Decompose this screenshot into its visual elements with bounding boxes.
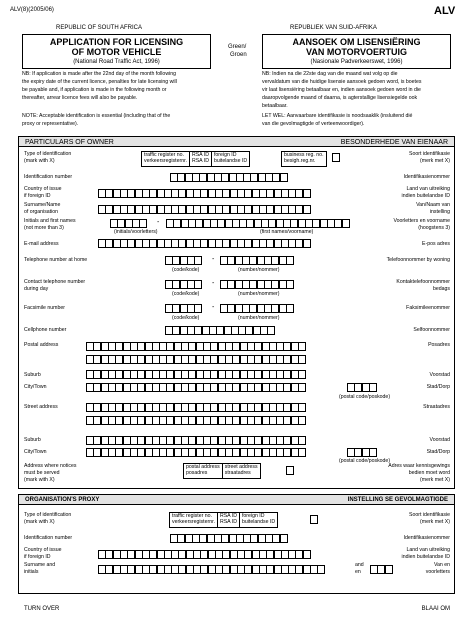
proxy-bar — [18, 494, 455, 505]
id-option-traffic[interactable]: traffic register no. verkeersregisternr. — [142, 152, 190, 166]
email-field[interactable] — [98, 239, 310, 248]
contact-number-field[interactable] — [220, 280, 293, 289]
owner-bar-en: PARTICULARS OF OWNER — [25, 139, 114, 146]
cell-label-en: Cellphone number — [24, 327, 67, 333]
turn-over-af: BLAAI OM — [421, 606, 450, 612]
id-option-business[interactable]: business reg. no. besigh.reg.nr. — [284, 152, 324, 164]
owner-bar — [18, 136, 455, 147]
cell-number-field[interactable] — [165, 326, 275, 335]
republic-af: REPUBLIEK VAN SUID-AFRIKA — [290, 25, 377, 31]
country-label-en: Country of issue — [24, 186, 62, 192]
contact-code-field[interactable] — [165, 280, 202, 289]
notice-option-street[interactable]: street address straatadres — [224, 464, 258, 476]
char-cell[interactable] — [385, 565, 393, 574]
char-cell[interactable] — [303, 550, 311, 559]
char-cell[interactable] — [298, 416, 306, 425]
title-box-en — [22, 34, 211, 69]
initials-dash: - — [157, 219, 160, 226]
char-cell[interactable] — [298, 342, 306, 351]
fax-label-en: Facsimile number — [24, 305, 65, 311]
proxy-id-mark-box[interactable] — [310, 515, 317, 524]
postal-city-label-en: City/Town — [24, 384, 47, 390]
title-af-1: AANSOEK OM LISENSIËRING — [292, 37, 421, 47]
title-box-af — [262, 34, 451, 69]
char-cell[interactable] — [342, 219, 350, 228]
notices-label-af: Adres waar kennisgewings — [388, 463, 450, 469]
tel-home-code-sub: (code/kode) — [172, 267, 200, 273]
proxy-and-af: en — [355, 569, 361, 575]
contact-dash: - — [212, 280, 215, 287]
proxy-country-field[interactable] — [98, 550, 310, 559]
id-type-note-af: (merk met X) — [420, 158, 450, 164]
act-en: (National Road Traffic Act, 1996) — [73, 59, 160, 65]
char-cell[interactable] — [194, 256, 202, 265]
act-af: (Nasionale Padverkeerswet, 1996) — [310, 59, 403, 65]
char-cell[interactable] — [317, 565, 325, 574]
tel-home-label-af: Telefoonnommer by woning — [386, 257, 450, 263]
notices-label-af-2: bedien moet word — [408, 470, 450, 476]
notices-note-en: (mark with X) — [24, 477, 55, 483]
form-code: ALV(8)(2005/06) — [10, 7, 54, 13]
contact-label-en: Contact telephone number — [24, 279, 86, 285]
char-cell[interactable] — [280, 173, 288, 182]
char-cell[interactable] — [298, 403, 306, 412]
first-names-field[interactable] — [166, 219, 349, 228]
initials-label-en: Initials and first names — [24, 218, 76, 224]
char-cell[interactable] — [139, 219, 147, 228]
postal-suburb-label-en: Suburb — [24, 372, 41, 378]
proxy-country-label-af: Land van uitreiking — [406, 547, 450, 553]
proxy-id-option-traffic[interactable]: traffic register no. verkeersregisternr. — [170, 513, 218, 527]
id-number-field[interactable] — [170, 173, 287, 182]
char-cell[interactable] — [194, 280, 202, 289]
tel-home-code-field[interactable] — [165, 256, 202, 265]
country-note-en: if foreign ID — [24, 193, 51, 199]
id-type-options[interactable] — [141, 151, 250, 167]
proxy-surname-label-af-2: voorletters — [425, 569, 450, 575]
id-number-label-en: Identification number — [24, 174, 73, 180]
title-af-2: VAN MOTORVOERTUIG — [305, 47, 407, 57]
form-short-code: ALV — [434, 5, 456, 17]
char-cell[interactable] — [298, 436, 306, 445]
initials-note-en: (not more than 3) — [24, 225, 64, 231]
fax-dash: - — [212, 304, 215, 311]
proxy-and-en: and — [355, 562, 364, 568]
char-cell[interactable] — [303, 205, 311, 214]
proxy-initials-field[interactable] — [370, 565, 392, 574]
postal-line-1[interactable] — [86, 342, 305, 351]
char-cell[interactable] — [286, 280, 294, 289]
notice-option-postal[interactable]: postal address posadres — [184, 464, 223, 478]
surname-label-en: Surname/Name — [24, 202, 61, 208]
notices-note-af: (merk met X) — [420, 477, 450, 483]
postal-code-sub: (postal code/poskode) — [339, 394, 391, 400]
initials-field[interactable] — [110, 219, 147, 228]
tel-home-dash: - — [212, 256, 215, 263]
char-cell[interactable] — [194, 304, 202, 313]
street-city-field[interactable] — [86, 448, 305, 457]
id-number-label-af: Identifikasienommer — [403, 174, 450, 180]
postal-city-label-af: Stad/Dorp — [426, 384, 450, 390]
proxy-country-label-en: Country of issue — [24, 547, 62, 553]
proxy-id-type-note-af: (merk met X) — [420, 519, 450, 525]
proxy-bar-en: ORGANISATION'S PROXY — [25, 497, 100, 503]
initials-label-af: Voorletters en voorname — [393, 218, 450, 224]
proxy-country-note-en: if foreign ID — [24, 554, 51, 560]
title-en-2: OF MOTOR VEHICLE — [71, 47, 162, 57]
proxy-id-type-label-en: Type of identification — [24, 512, 72, 518]
street-suburb-label-af: Voorstad — [429, 437, 450, 443]
street-label-en: Street address — [24, 404, 58, 410]
republic-en: REPUBLIC OF SOUTH AFRICA — [56, 25, 143, 31]
notices-label-en: Address where notices — [24, 463, 77, 469]
owner-bar-af: BESONDERHEDE VAN EIENAAR — [340, 139, 448, 146]
postal-line-2[interactable] — [86, 355, 305, 364]
proxy-id-option-foreign[interactable]: foreign ID buitelandse ID — [241, 513, 276, 525]
fax-number-field[interactable] — [220, 304, 293, 313]
surname-note-af: instelling — [429, 209, 450, 215]
contact-code-sub: (code/kode) — [172, 291, 200, 297]
initials-sub: (initials/voorletters) — [114, 229, 158, 235]
char-cell[interactable] — [280, 534, 288, 543]
street-code-field[interactable] — [347, 448, 376, 457]
id-option-business-box[interactable] — [281, 151, 327, 167]
country-label-af: Land van uitreiking — [406, 186, 450, 192]
proxy-country-note-af: indien buitelandse ID — [401, 554, 450, 560]
postal-label-af: Posadres — [428, 342, 450, 348]
char-cell[interactable] — [369, 448, 377, 457]
contact-note-en: during day — [24, 286, 49, 292]
first-names-sub: (first names/voorname) — [260, 229, 314, 235]
notice-options[interactable] — [183, 463, 261, 479]
email-label-af: E-pos adres — [422, 241, 450, 247]
street-city-label-af: Stad/Dorp — [426, 449, 450, 455]
tel-home-label-en: Telephone number at home — [24, 257, 88, 263]
surname-note-en: of organisation — [24, 209, 59, 215]
surname-label-af: Van/Naam van — [416, 202, 450, 208]
email-label-en: E-mail address — [24, 241, 59, 247]
tel-home-number-field[interactable] — [220, 256, 293, 265]
proxy-id-number-label-en: Identification number — [24, 535, 73, 541]
char-cell[interactable] — [298, 383, 306, 392]
postal-suburb-field[interactable] — [86, 370, 305, 379]
turn-over-en: TURN OVER — [24, 606, 60, 612]
proxy-id-options[interactable] — [169, 512, 278, 528]
id-type-note-en: (mark with X) — [24, 158, 55, 164]
initials-note-af: (hoogstens 3) — [418, 225, 450, 231]
proxy-surname-label-en-2: initials — [24, 569, 39, 575]
char-cell[interactable] — [303, 239, 311, 248]
proxy-id-number-label-af: Identifikasienommer — [403, 535, 450, 541]
fax-code-field[interactable] — [165, 304, 202, 313]
fax-code-sub: (code/kode) — [172, 315, 200, 321]
notices-label-en-2: must be served — [24, 470, 60, 476]
street-code-sub: (postal code/poskode) — [339, 458, 391, 464]
colour-af: Groen — [230, 52, 247, 58]
fax-label-af: Faksimileenommer — [406, 305, 450, 311]
title-en-1: APPLICATION FOR LICENSING — [49, 37, 184, 47]
street-suburb-field[interactable] — [86, 436, 305, 445]
tel-home-number-sub: (number/nommer) — [238, 267, 280, 273]
fax-number-sub: (number/nommer) — [238, 315, 280, 321]
proxy-surname-field[interactable] — [98, 565, 325, 574]
street-label-af: Straatadres — [423, 404, 450, 410]
proxy-bar-af: INSTELLING SE GEVOLMAGTIGDE — [347, 497, 448, 503]
proxy-id-number-field[interactable] — [170, 534, 287, 543]
char-cell[interactable] — [298, 370, 306, 379]
char-cell[interactable] — [267, 326, 275, 335]
surname-field[interactable] — [98, 205, 310, 214]
street-city-label-en: City/Town — [24, 449, 47, 455]
id-type-label-af: Soort identifikasie — [409, 151, 450, 157]
proxy-id-type-note-en: (mark with X) — [24, 519, 55, 525]
char-cell[interactable] — [286, 304, 294, 313]
cell-label-af: Selfoonnommer — [413, 327, 450, 333]
contact-note-af: bedags — [432, 286, 450, 292]
postal-suburb-label-af: Voorstad — [429, 372, 450, 378]
proxy-surname-label-en: Surname and — [24, 562, 56, 568]
country-note-af: indien buitelandse ID — [401, 193, 450, 199]
contact-label-af: Kontaktelefoonnommer — [396, 279, 450, 285]
street-line-2[interactable] — [86, 416, 305, 425]
postal-city-field[interactable] — [86, 383, 305, 392]
country-field[interactable] — [98, 189, 310, 198]
id-type-label-en: Type of identification — [24, 151, 72, 157]
colour-en: Green/ — [228, 44, 247, 50]
postal-label-en: Postal address — [24, 342, 59, 348]
char-cell[interactable] — [298, 448, 306, 457]
id-type-mark-box[interactable] — [332, 153, 339, 162]
proxy-id-type-label-af: Soort identifikasie — [409, 512, 450, 518]
postal-code-field[interactable] — [347, 383, 376, 392]
char-cell[interactable] — [298, 355, 306, 364]
id-option-rsa[interactable]: RSA ID RSA ID — [190, 152, 212, 166]
contact-number-sub: (number/nommer) — [238, 291, 280, 297]
char-cell[interactable] — [369, 383, 377, 392]
char-cell[interactable] — [303, 189, 311, 198]
char-cell[interactable] — [286, 256, 294, 265]
notice-mark-box[interactable] — [286, 466, 293, 475]
proxy-section — [18, 494, 455, 594]
proxy-id-option-rsa[interactable]: RSA ID RSA ID — [218, 513, 240, 527]
proxy-surname-label-af: Van en — [433, 562, 450, 568]
id-option-foreign[interactable]: foreign ID buitelandse ID — [213, 152, 248, 164]
street-suburb-label-en: Suburb — [24, 437, 41, 443]
street-line-1[interactable] — [86, 403, 305, 412]
